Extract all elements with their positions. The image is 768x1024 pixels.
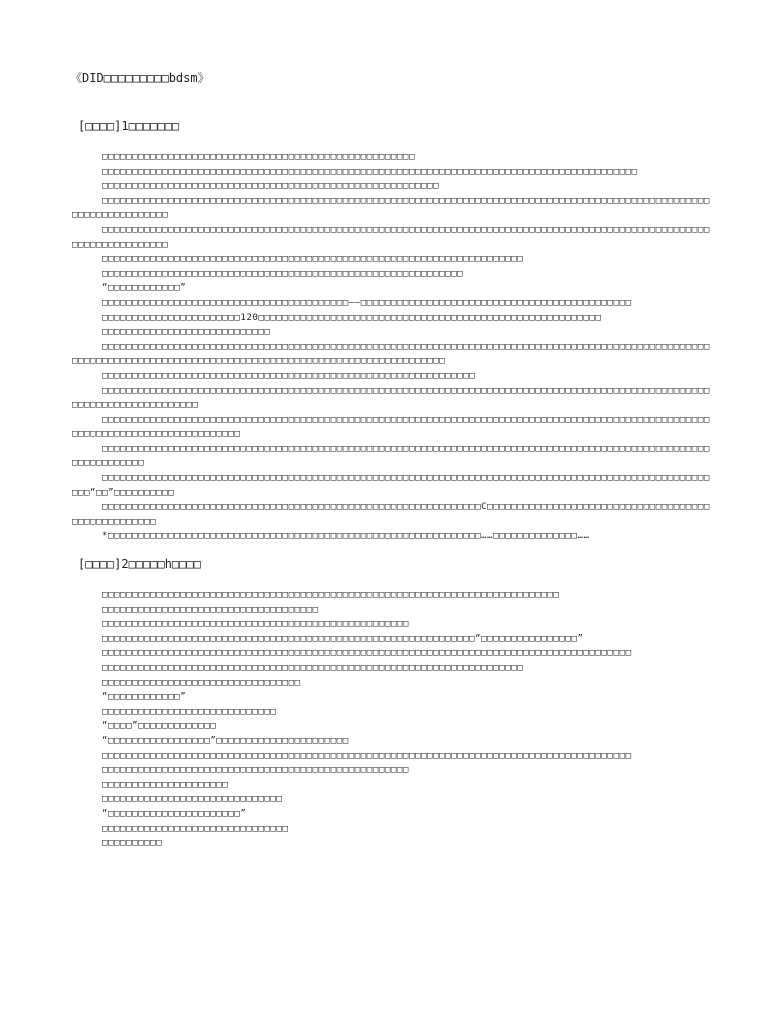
paragraph: □□□□□□□□□□□□□□□□□□□□□□□□□□□□□ [102,706,277,717]
paragraph: □□□□□□□□□□□□□□□□□□□□□□□□□□□□□□□□□□□□□□□□□□□□□□□□□□□□□□□□□□□□□□□□□□□□□□□□□□□□□□□□□□□□□□□□□□□□□□□□□□□□□□□□□□□□□□□□□□□□□□□□□□ [72,385,710,411]
paragraph: □□□□□□□□□□□□□□□□□□□□□□□□□□□□□□□□□□□□□□□□□□□□□□□□□□□□□□□□□□□□□□□□□□□□□□□□□□□□□□□□□□□□□□□□□□□□□□□□□□□□□□□□□□□□□□□□□□□□□□□□□□□□□□□□□□□□□□□□□□□□□□□□□□□□□□□□□□□□□□□□□□□ [72,341,710,367]
paragraph: □□□□□□□□□□□□□□□□□□□□□□□□□□□□□□□□□□□□□□□□□□□□□□□□□□□□□□□□□□□□□□□□□□□□□□□□□□□□□□□□□□□□□□□□□ [102,166,638,177]
paragraph: □□□□□□□□□□□□□□□□□□□□□□□□□□□□□□ [102,794,283,805]
paragraph: □□□□□□□□□□□□□□□□□□□□□□□□□□□□□□□□□□□□□□□□□□□□□□□□□□□□□□□□□□□□ [102,268,464,279]
paragraph: □□□□□□□□□□□□□□□□□□□□□□□□□□□□□□□□□□□□□□□□□——□□□□□□□□□□□□□□□□□□□□□□□□□□□□□□□□□□□□□□□□□□□□□ [102,297,632,308]
paragraph: □□□□□□□□□□□□□□□□□□□□□□□120□□□□□□□□□□□□□□□□□□□□□□□□□□□□□□□□□□□□□□□□□□□□□□□□□□□□□□□□□ [102,312,602,323]
section-2 [72,554,710,851]
paragraph: □□□□□□□□□□□□□□□□□□□□□□□□□□□□□□□□□□□□□□□□□□□□□□□□□□□□□□□□□□□□□□□□□□□□□□□□□□□□ [102,590,560,601]
paragraph: □□□□□□□□□□□□□□□□□□□□□□□□□□□□□□□□□□□□□□□□□□□□□□□□□□□□□□□□□□□□□□ [102,370,476,381]
paragraph: □□□□□□□□□□□□□□□□□□□□□□□□□□□□□□□□□□□□□□□□□□□□□□□□□□□□□□□□□□□□□□□□□□□□□□□□□□□□□□□□□□□□□□□□ [102,648,632,659]
paragraph: □□□□□□□□□□□□□□□□□□□□□□□□□□□□□□□□□ [102,677,301,688]
paragraph: □□□□□□□□□□□□□□□□□□□□□□□□□□□□□□□□□□□□□□□□□□□□□□□□□□□ [102,619,409,630]
paragraph: “□□□□□□□□□□□□” [102,692,187,703]
section-body [72,588,710,851]
paragraph: □□□□□□□□□□□□□□□□□□□□□□□□□□□□□□□□□□□□ [102,604,319,615]
paragraph: □□□□□□□□□□□□□□□□□□□□□□□□□□□□□□□□□□□□□□□□□□□□□□□□□□□ [102,765,409,776]
paragraph: □□□□□□□□□□□□□□□□□□□□□□□□□□□□ [102,327,271,338]
paragraph: “□□□□□□□□□□□□□□□□□□□□□□” [102,808,247,819]
paragraph: □□□□□□□□□□□□□□□□□□□□□□□□□□□□□□□□□□□□□□□□□□□□□□□□□□□□□□□□□□□□□□□□□□□□□□□□□□□□□□□□□□□□□□□□□□□□□□□□□□□□□□□□□□□□□□□□□□□□□ [72,224,710,250]
paragraph: “□□□□□□□□□□□□□□□□□”□□□□□□□□□□□□□□□□□□□□□□ [102,735,349,746]
document-title: 《DID□□□□□□□□□bdsm》 [70,71,210,85]
paragraph: □□□□□□□□□□□□□□□□□□□□□□□□□□□□□□□□□□□□□□□□□□□□□□□□□□□□□□□□□□□□□□□□□□□□□□□□□□□□□□□□□□□□□□□□□□□□□□□□□□□□□□□□□□□□□□□□□□□□□□□□□□□□□□□□□ [72,414,710,440]
paragraph: □□□□□□□□□□□□□□□□□□□□□□□□□□□□□□□□□□□□□□□□□□□□□□□□□□□□□□□□□□□□□□□□□□□□□□□□□□□□□□□□□□□□□□□□□□□□□□□□□□□□□□□□□□□□□□□□□ [72,443,710,469]
paragraph: □□□□□□□□□□□□□□□□□□□□□□□□□□□□□□□□□□□□□□□□□□□□□□□□□□□□ [102,152,415,162]
paragraph: □□□□□□□□□□□□□□□□□□□□□□□□□□□□□□□□□□□□□□□□□□□□□□□□□□□□□□□□□□□□□□“□□□□□□□□□□□□□□□□” [102,633,584,644]
paragraph: □□□□□□□□□□□□□□□□□□□□□□□□□□□□□□□ [102,823,289,834]
section-1 [72,116,710,544]
paragraph: □□□□□□□□□□□□□□□□□□□□□□□□□□□□□□□□□□□□□□□□□□□□□□□□□□□□□□□□□□□□□□□□□□□□□□□□□□□□□□□□□□□□□□□□□□□□□□□□□□□□□□□□“□□”□□□□□□□□□□ [72,473,710,498]
paragraph: □□□□□□□□□□□□□□□□□□□□□□□□□□□□□□□□□□□□□□□□□□□□□□□□□□□□□□□□□□□□□□□C□□□□□□□□□□□□□□□□□□□□□□□□□□□□□□□□□□□□□□□□□□□□□□□□□□□ [72,502,710,527]
paragraph: □□□□□□□□□□ [102,838,163,849]
paragraph: □□□□□□□□□□□□□□□□□□□□□□□□□□□□□□□□□□□□□□□□□□□□□□□□□□□□□□□□□□□□□□□□□□□□□□ [102,663,524,673]
section-heading: [□□□□]1□□□□□□□ [78,119,180,133]
paragraph: □□□□□□□□□□□□□□□□□□□□□□□□□□□□□□□□□□□□□□□□□□□□□□□□□□□□□□□□□□□□□□□□□□□□□□□□□□□□□□□□□□□□□□□□ [102,750,632,761]
paragraph: “□□□□”□□□□□□□□□□□□□ [102,721,217,732]
paragraph: □□□□□□□□□□□□□□□□□□□□□□□□□□□□□□□□□□□□□□□□□□□□□□□□□□□□□□□□□□□□□□□□□□□□□□□□□□□□□□□□□□□□□□□□□□□□□□□□□□□□□□□□□□□□□□□□□□□□□ [72,195,710,221]
paragraph: □□□□□□□□□□□□□□□□□□□□□ [102,779,229,790]
paragraph: □□□□□□□□□□□□□□□□□□□□□□□□□□□□□□□□□□□□□□□□□□□□□□□□□□□□□□□□ [102,181,440,192]
paragraph: “□□□□□□□□□□□□” [102,283,187,294]
section-body [72,150,710,544]
section-heading: [□□□□]2□□□□□h□□□□ [78,557,201,572]
paragraph: *□□□□□□□□□□□□□□□□□□□□□□□□□□□□□□□□□□□□□□□□□□□□□□□□□□□□□□□□□□□□□□……□□□□□□□□□□□□□□…… [102,531,590,542]
paragraph: □□□□□□□□□□□□□□□□□□□□□□□□□□□□□□□□□□□□□□□□□□□□□□□□□□□□□□□□□□□□□□□□□□□□□□ [102,254,524,265]
